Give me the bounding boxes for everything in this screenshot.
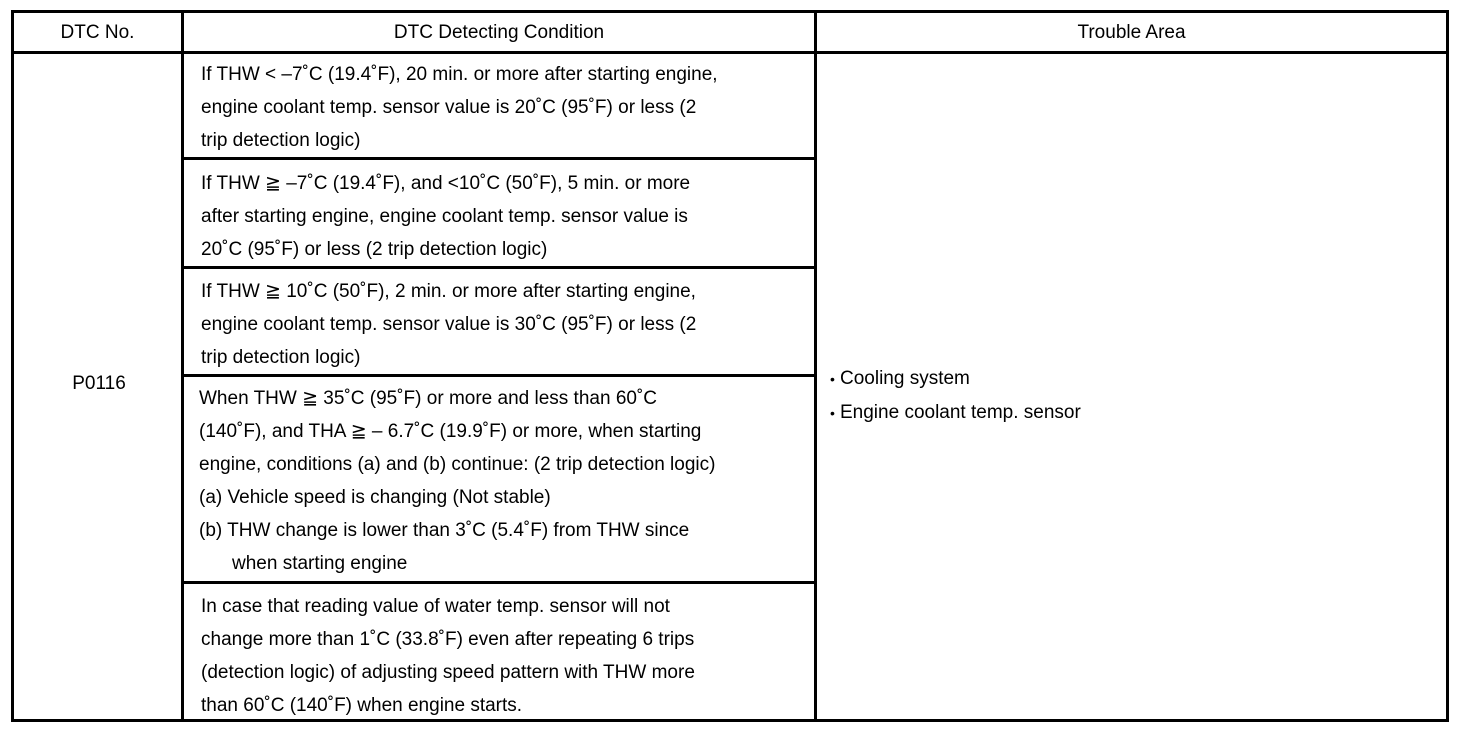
- condition-line: (detection logic) of adjusting speed pattern with THW more: [201, 662, 695, 683]
- column-divider-1: [181, 13, 184, 719]
- trouble-area-item: [830, 396, 1081, 430]
- dtc-code: P0116: [72, 373, 126, 394]
- condition-line: trip detection logic): [201, 347, 361, 368]
- condition-cell-5: [193, 590, 818, 722]
- condition-line: trip detection logic): [201, 130, 361, 151]
- condition-line: If THW < –7˚C (19.4˚F), 20 min. or more after starting engine,: [201, 64, 718, 85]
- condition-line: If THW ≧ –7˚C (19.4˚F), and <10˚C (50˚F), 5 min. or more: [201, 173, 691, 194]
- trouble-area-item-text: Cooling system: [840, 368, 970, 389]
- condition-line: after starting engine, engine coolant temp. sensor value is: [201, 206, 688, 227]
- condition-line: than 60˚C (140˚F) when engine starts.: [201, 695, 523, 716]
- dtc-table: [11, 10, 1449, 722]
- trouble-area-item: [830, 362, 1081, 396]
- header-trouble-area: [817, 13, 1446, 53]
- condition-line: engine coolant temp. sensor value is 30˚C (95˚F) or less (2: [201, 314, 697, 335]
- condition-line: (140˚F), and THA ≧ – 6.7˚C (19.9˚F) or more, when starting: [199, 421, 702, 442]
- condition-line: When THW ≧ 35˚C (95˚F) or more and less than 60˚C: [199, 388, 657, 409]
- condition-divider-1: [181, 157, 817, 160]
- condition-divider-2: [181, 266, 817, 269]
- header-condition-text: DTC Detecting Condition: [393, 22, 605, 43]
- trouble-area-item-text: Engine coolant temp. sensor: [840, 402, 1081, 423]
- condition-subitem-a: (a) Vehicle speed is changing (Not stable): [199, 487, 551, 508]
- condition-divider-4: [181, 581, 817, 584]
- bullet-icon: •: [830, 405, 835, 421]
- condition-divider-3: [181, 374, 817, 377]
- condition-line: 20˚C (95˚F) or less (2 trip detection logic): [201, 239, 548, 260]
- header-condition: [184, 13, 814, 53]
- condition-line: engine coolant temp. sensor value is 20˚C (95˚F) or less (2: [201, 97, 697, 118]
- trouble-area-cell: [826, 362, 1081, 430]
- condition-cell-1: [193, 58, 818, 157]
- bullet-icon: •: [830, 371, 835, 387]
- condition-line: change more than 1˚C (33.8˚F) even after repeating 6 trips: [201, 629, 695, 650]
- condition-cell-3: [193, 275, 818, 374]
- condition-subitem-b: (b) THW change is lower than 3˚C (5.4˚F) from THW since: [199, 520, 690, 541]
- condition-subitem-b-continued: when starting engine: [232, 553, 408, 574]
- condition-cell-2: [193, 167, 818, 266]
- header-dtc-no: [14, 13, 181, 53]
- condition-cell-4: [193, 382, 818, 580]
- condition-line: If THW ≧ 10˚C (50˚F), 2 min. or more after starting engine,: [201, 281, 696, 302]
- condition-line: engine, conditions (a) and (b) continue: (2 trip detection logic): [199, 454, 716, 475]
- condition-line: In case that reading value of water temp. sensor will not: [201, 596, 670, 617]
- header-trouble-area-text: Trouble Area: [1077, 22, 1186, 43]
- header-dtc-no-text: DTC No.: [60, 22, 135, 43]
